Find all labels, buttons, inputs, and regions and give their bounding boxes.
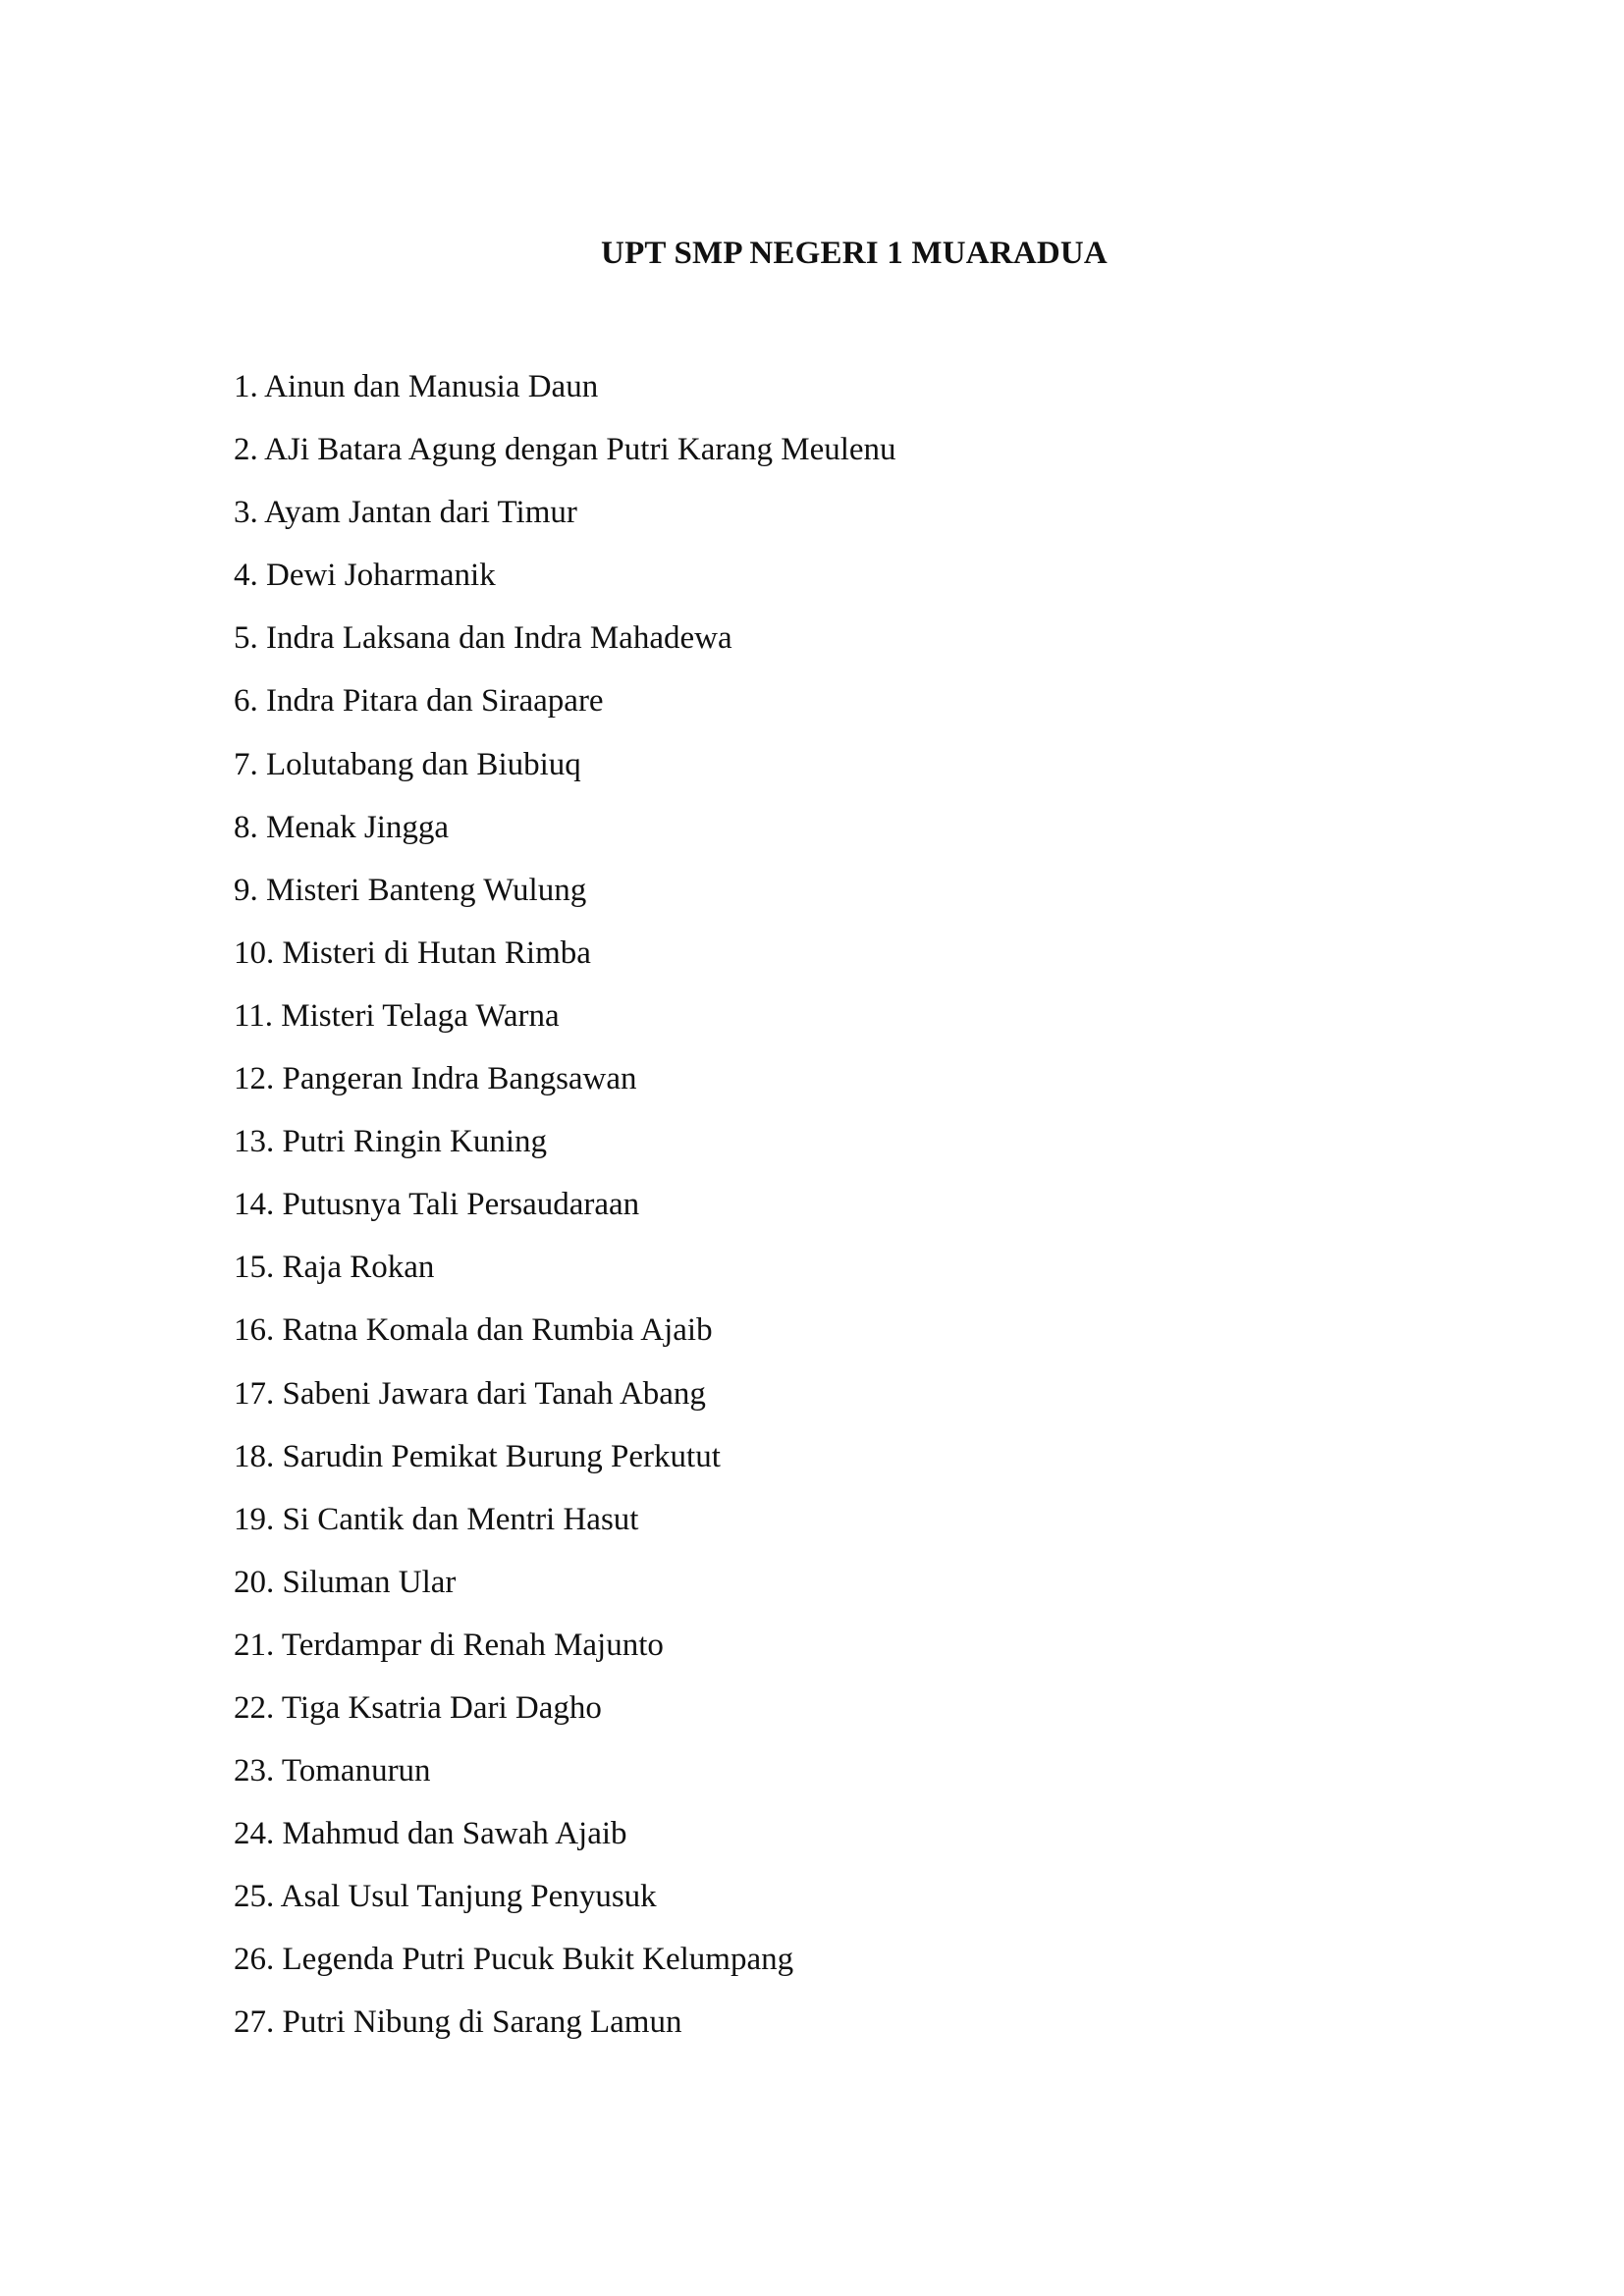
list-item: 3. Ayam Jantan dari Timur [234,495,577,531]
list-item: 21. Terdampar di Renah Majunto [234,1627,664,1663]
list-item: 1. Ainun dan Manusia Daun [234,369,599,404]
list-item: 15. Raja Rokan [234,1250,435,1286]
list-item: 11. Misteri Telaga Warna [234,997,560,1034]
list-item: 4. Dewi Joharmanik [234,558,496,594]
list-item: 10. Misteri di Hutan Rimba [234,934,591,971]
list-item: 27. Putri Nibung di Sarang Lamun [234,2004,682,2041]
story-list [234,355,896,2055]
list-item: 16. Ratna Komala dan Rumbia Ajaib [234,1312,713,1349]
list-item: 17. Sabeni Jawara dari Tanah Abang [234,1375,706,1412]
list-item: 24. Mahmud dan Sawah Ajaib [234,1816,627,1852]
list-item: 19. Si Cantik dan Mentri Hasut [234,1501,639,1537]
list-item: 12. Pangeran Indra Bangsawan [234,1061,637,1097]
list-item: 18. Sarudin Pemikat Burung Perkutut [234,1438,721,1474]
list-item: 8. Menak Jingga [234,809,450,845]
list-item: 26. Legenda Putri Pucuk Bukit Kelumpang [234,1942,794,1978]
list-item: 13. Putri Ringin Kuning [234,1124,548,1160]
list-item: 25. Asal Usul Tanjung Penyusuk [234,1879,657,1915]
list-item: 9. Misteri Banteng Wulung [234,872,587,908]
list-item: 22. Tiga Ksatria Dari Dagho [234,1689,602,1726]
list-item: 2. AJi Batara Agung dengan Putri Karang Meulenu [234,432,896,468]
list-item: 5. Indra Laksana dan Indra Mahadewa [234,620,732,657]
list-item: 23. Tomanurun [234,1753,431,1789]
list-item: 7. Lolutabang dan Biubiuq [234,746,581,782]
page-title: UPT SMP NEGERI 1 MUARADUA [601,236,1108,271]
list-item: 20. Siluman Ular [234,1564,457,1600]
list-item: 6. Indra Pitara dan Siraapare [234,683,604,720]
list-item: 14. Putusnya Tali Persaudaraan [234,1187,640,1223]
